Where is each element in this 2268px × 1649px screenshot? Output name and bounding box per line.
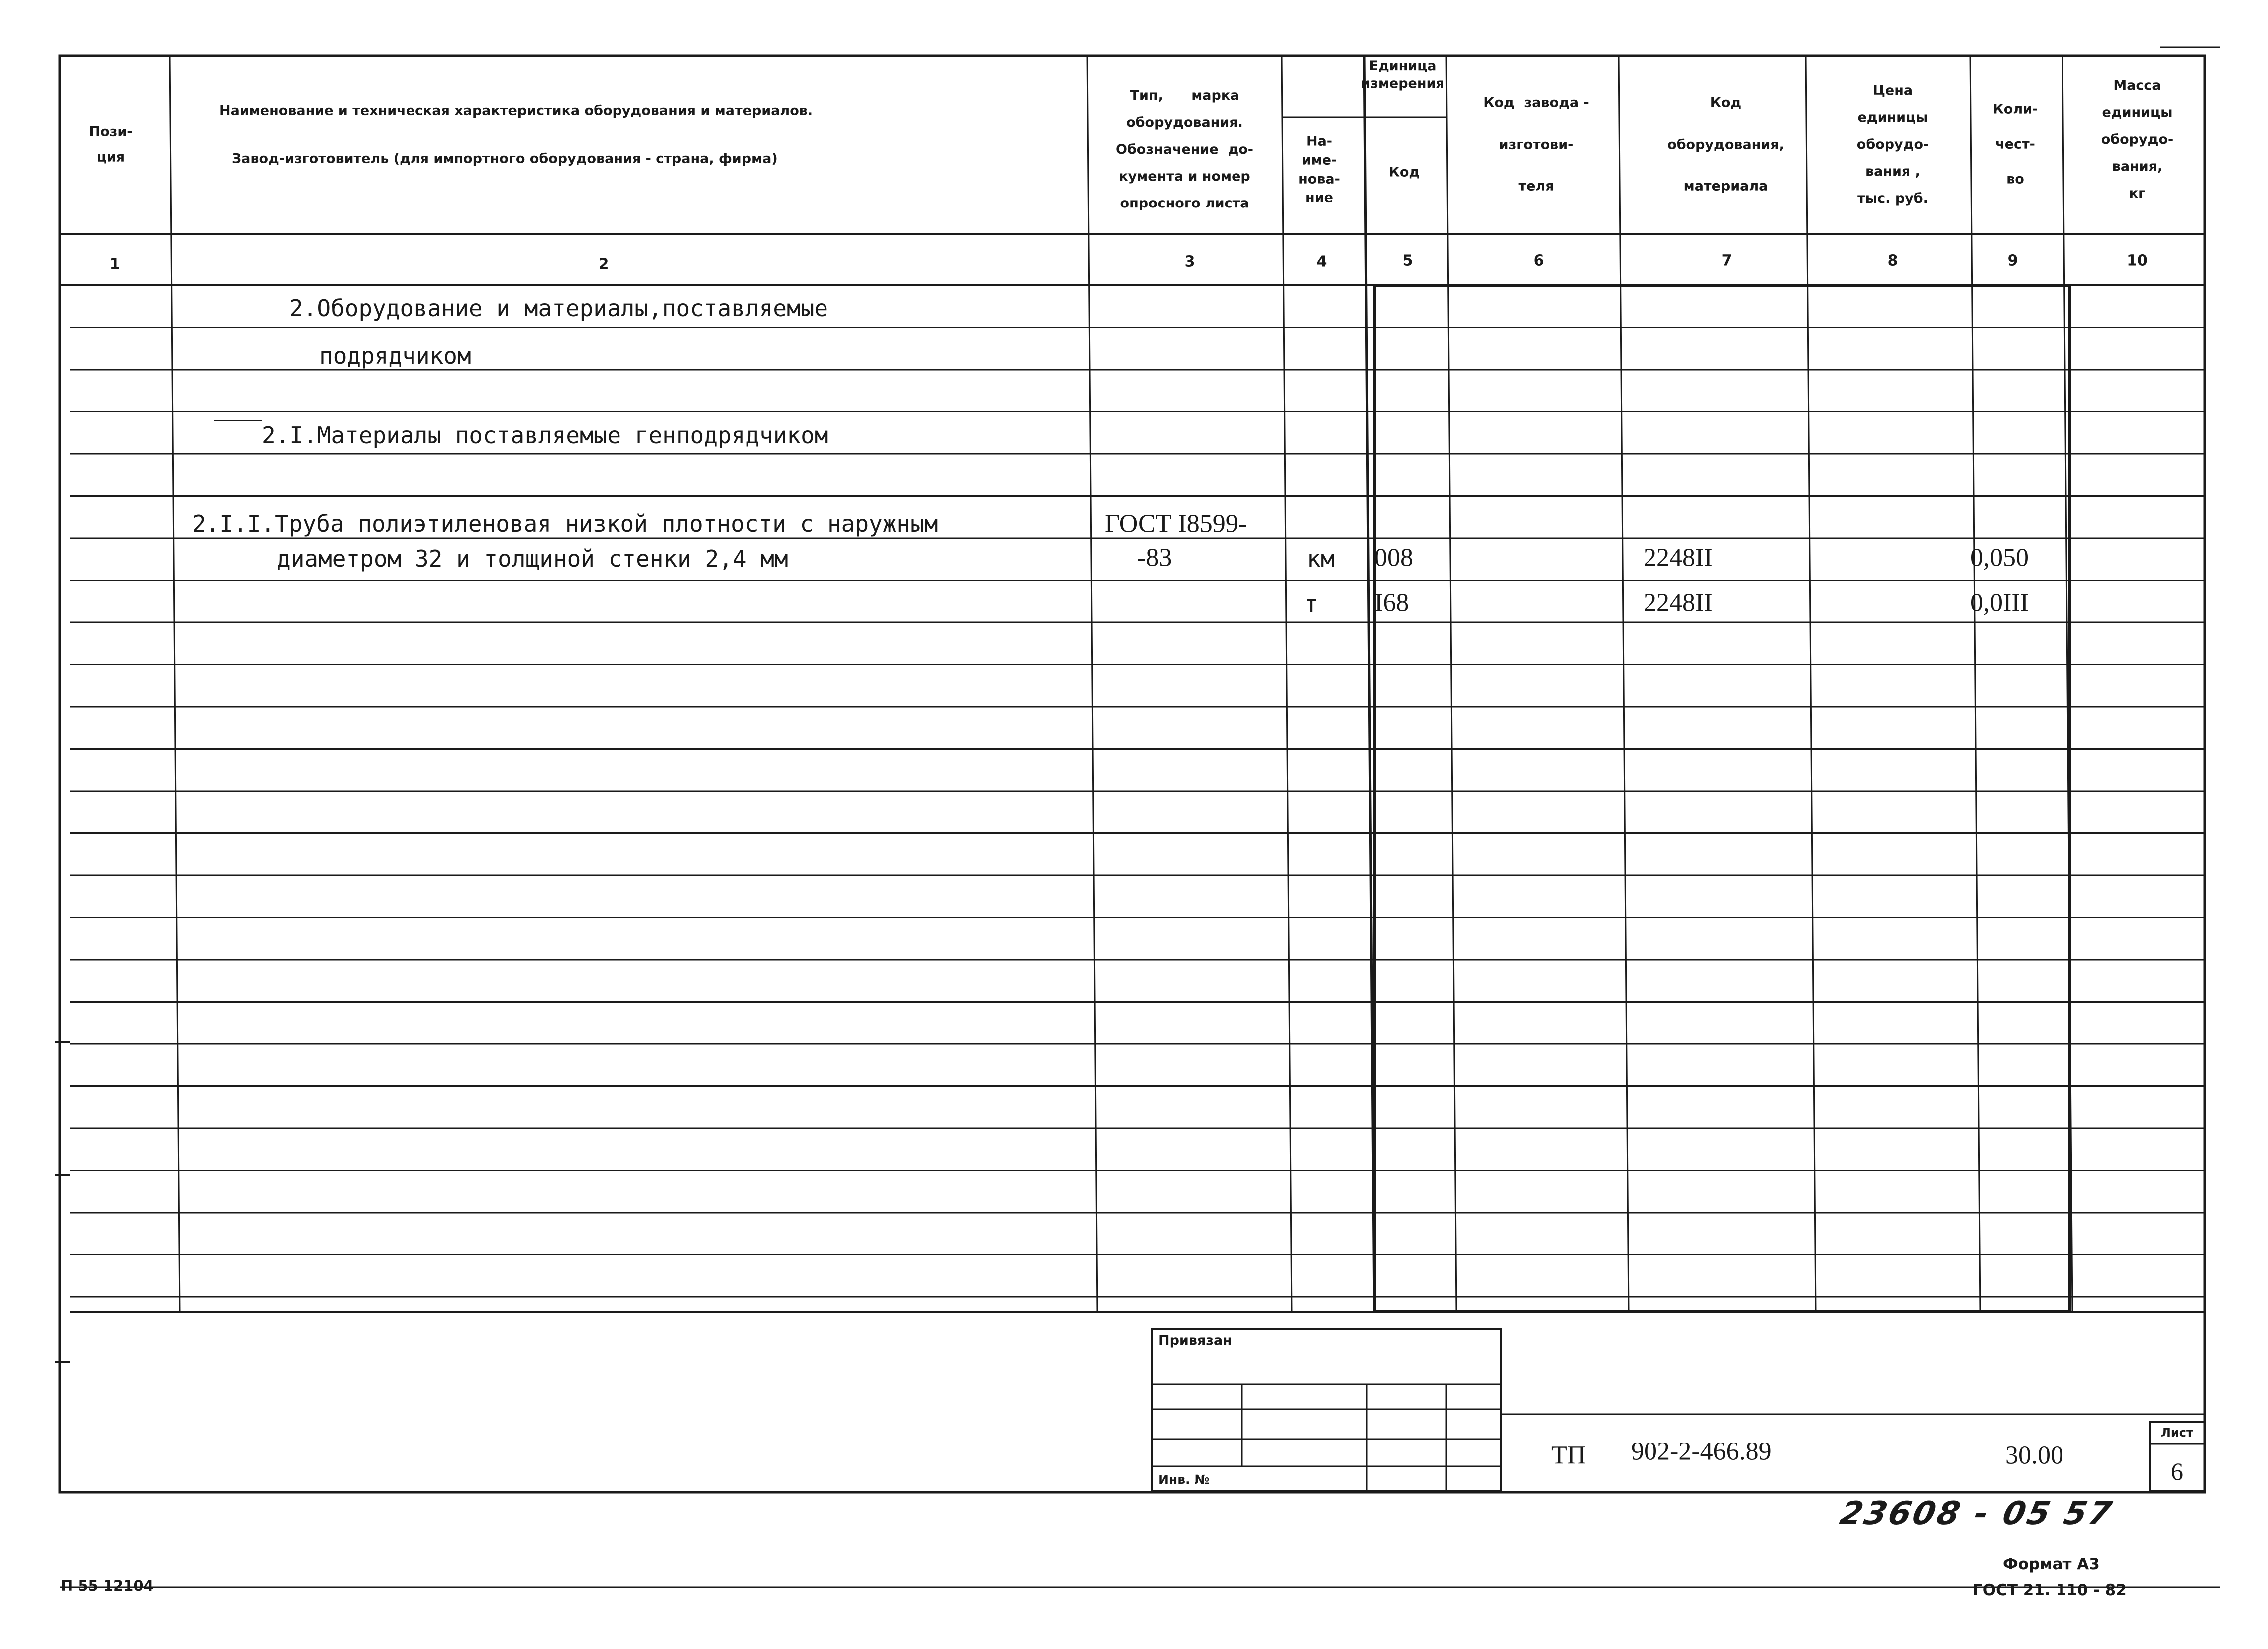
outer-frame [60, 56, 2205, 1492]
column-number-5: 5 [1402, 252, 1413, 270]
section-2-title-line2: подрядчиком [319, 342, 471, 369]
column-line [1970, 56, 1980, 1312]
column-number-6: 6 [1533, 252, 1544, 270]
header-price: Цена единицы оборудо- вания , тыс. руб. [1856, 83, 1929, 206]
unit2-code: I68 [1374, 588, 1409, 617]
column-line [1282, 56, 1292, 1312]
header-factory-code: Код завода - изготови- теля [1483, 95, 1589, 194]
column-number-3: 3 [1184, 253, 1195, 271]
column-number-10: 10 [2127, 252, 2148, 270]
item-2-1-1-name-line1: 2.I.I.Труба полиэтиленовая низкой плотности с наружным [192, 510, 938, 537]
item-doc-line1: ГОСТ I8599- [1105, 509, 1247, 538]
column-number-1: 1 [109, 255, 120, 273]
form-code: П 55 12104 [61, 1577, 154, 1594]
sheet-label: Лист [2161, 1426, 2193, 1440]
section-2-1-title: 2.I.Материалы поставляемые генподрядчиком [262, 422, 828, 449]
doc-number: 902-2-466.89 [1631, 1437, 1772, 1466]
doc-suffix: 30.00 [2005, 1441, 2063, 1470]
unit2-name: т [1304, 590, 1318, 617]
handwritten-number: 23608 - 05 57 [1837, 1495, 2117, 1532]
header-name-line1: Наименование и техническая характеристика оборудования и материалов. [219, 103, 813, 119]
unit1-quantity: 0,050 [1970, 543, 2029, 572]
unit2-material-code: 2248II [1644, 588, 1713, 617]
column-number-4: 4 [1316, 253, 1327, 271]
column-line [1619, 56, 1629, 1312]
header-position: Пози- ция [89, 124, 133, 165]
item-2-1-1-name-line2: диаметром 32 и толщиной стенки 2,4 мм [277, 545, 788, 572]
header-material-code: Код оборудования, материала [1667, 95, 1784, 194]
section-2-1-dash [214, 420, 262, 421]
column-line [170, 56, 180, 1312]
unit2-quantity: 0,0III [1970, 588, 2029, 617]
unit1-name: км [1307, 545, 1335, 572]
header-unit-code: Код [1388, 164, 1420, 180]
format-label: Формат А3 [2003, 1555, 2100, 1573]
item-doc-line2: -83 [1137, 543, 1172, 572]
column-line [1446, 56, 1456, 1312]
column-number-9: 9 [2007, 252, 2018, 270]
unit1-material-code: 2248II [1644, 543, 1713, 572]
header-unit-name: На- име- нова- ние [1298, 133, 1340, 206]
gost-label: ГОСТ 21. 110 - 82 [1973, 1581, 2127, 1599]
column-line [1087, 56, 1097, 1312]
unit1-code: 008 [1374, 543, 1413, 572]
header-unit-group: Единица измерения [1361, 58, 1444, 91]
header-type-mark: Тип, марка оборудования. Обозначение до- кумента и номер опросного листа [1115, 88, 1254, 211]
column-number-8: 8 [1887, 252, 1898, 270]
header-name-line2: Завод-изготовитель (для импортного оборудования - страна, фирма) [232, 151, 778, 167]
header-quantity: Коли- чест- во [1992, 101, 2038, 188]
doc-prefix: ТП [1551, 1441, 1586, 1470]
section-2-title-line1: 2.Оборудование и материалы,поставляемые [289, 295, 828, 322]
stamp-inv-label: Инв. № [1158, 1472, 1210, 1487]
header-mass: Масса единицы оборудо- вания, кг [2101, 78, 2174, 201]
column-line [1806, 56, 1816, 1312]
stamp-linked-label: Привязан [1158, 1333, 1232, 1348]
column-number-2: 2 [598, 255, 609, 273]
sheet-number: 6 [2171, 1457, 2183, 1485]
column-number-7: 7 [1721, 252, 1732, 270]
